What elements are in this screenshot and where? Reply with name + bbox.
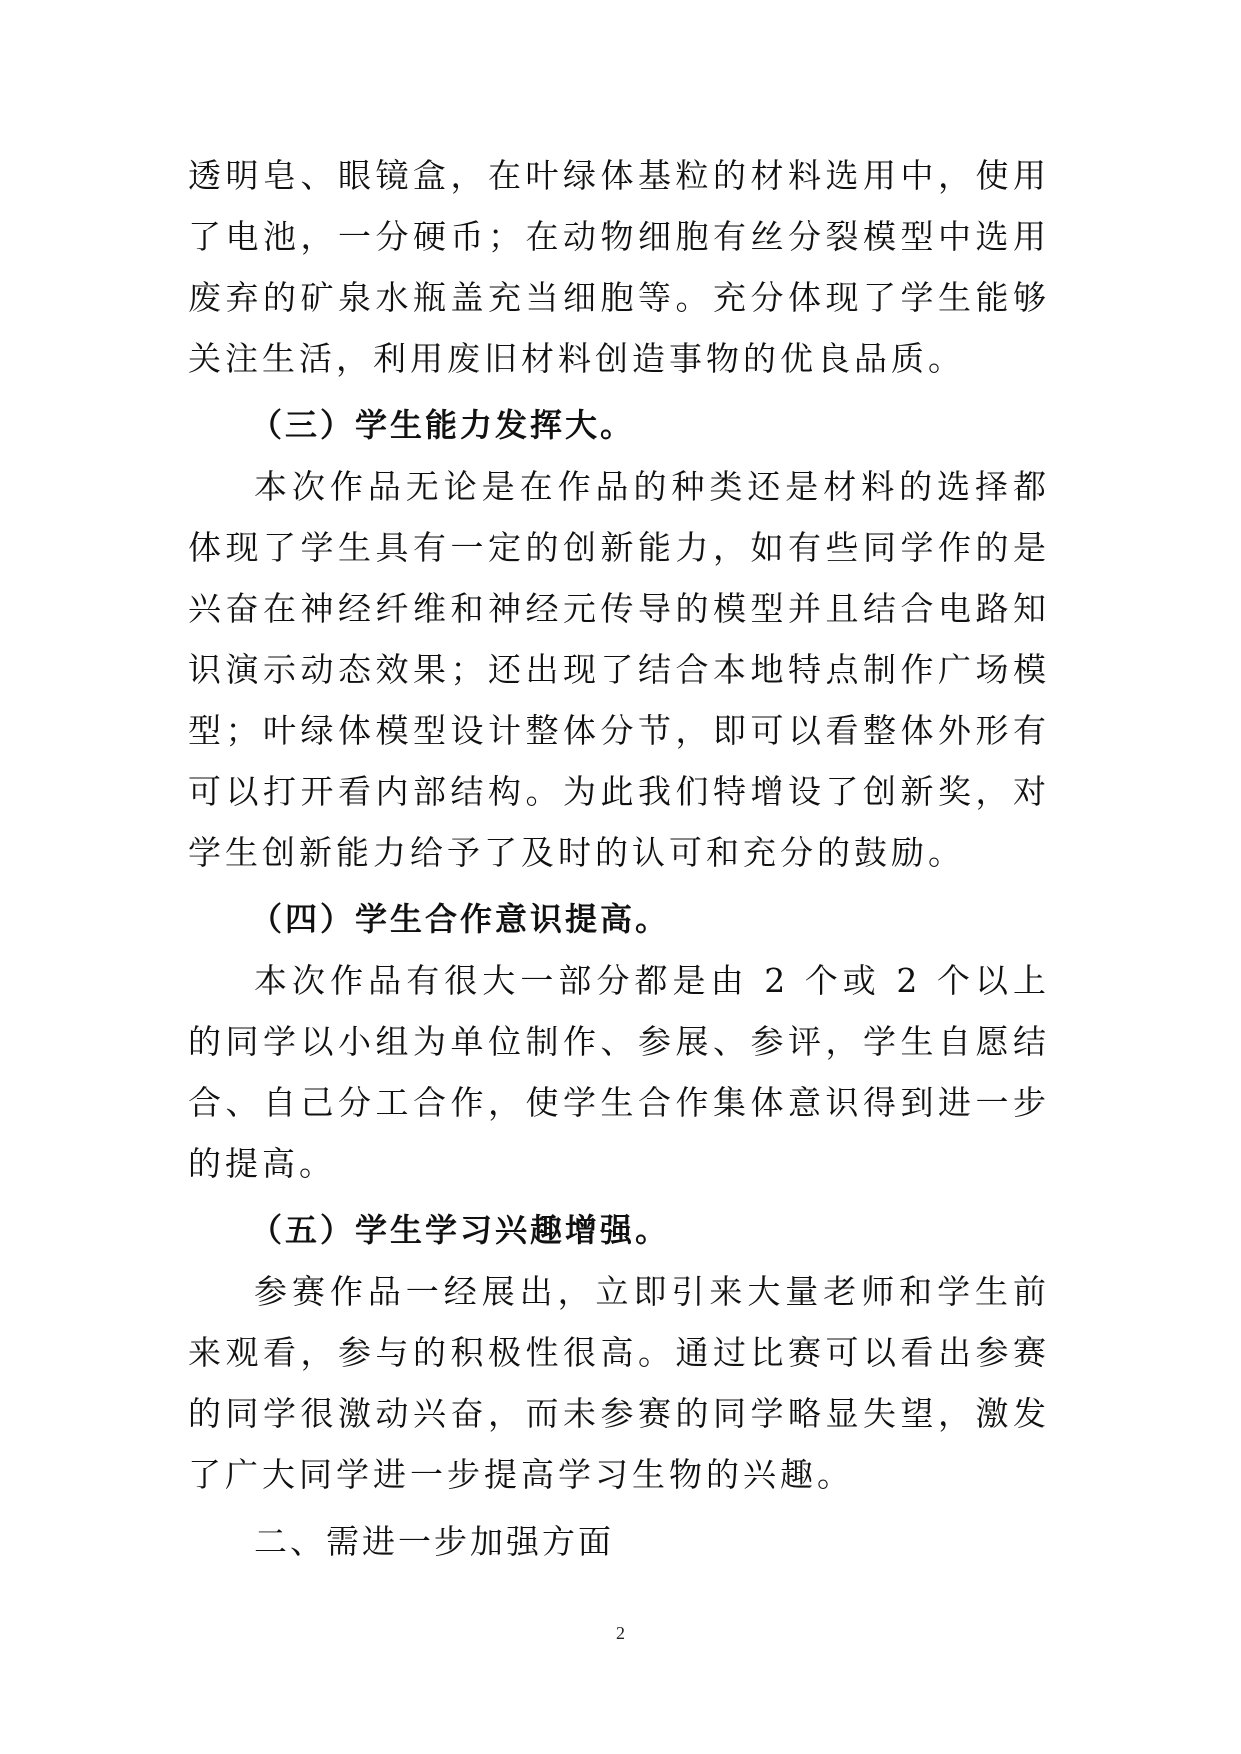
paragraph-innovation: 本次作品无论是在作品的种类还是材料的选择都体现了学生具有一定的创新能力，如有些同学作的是兴奋在神经纤维和神经元传导的模型并且结合电路知识演示动态效果；还出现了结合本地特点制作广场模型；叶绿体模型设计整体分节，即可以看整体外形有可以打开看内部结构。为此我们特增设了创新奖，对学生创新能力给予了及时的认可和充分的鼓励。 [188, 467, 1050, 872]
heading-interest: （五）学生学习兴趣增强。 [250, 1211, 671, 1249]
section-heading-improvements: 二、需进一步加强方面 [254, 1522, 614, 1561]
paragraph-materials: 透明皂、眼镜盒，在叶绿体基粒的材料选用中，使用了电池，一分硬币；在动物细胞有丝分裂模型中选用废弃的矿泉水瓶盖充当细胞等。充分体现了学生能够关注生活，利用废旧材料创造事物的优良品质。 [188, 156, 1050, 378]
heading-cooperation: （四）学生合作意识提高。 [250, 900, 671, 938]
paragraph-teamwork: 本次作品有很大一部分都是由 2 个或 2 个以上的同学以小组为单位制作、参展、参评，学生自愿结合、自己分工合作，使学生合作集体意识得到进一步的提高。 [188, 961, 1050, 1183]
document-body [188, 145, 1050, 1572]
heading-ability: （三）学生能力发挥大。 [250, 406, 636, 444]
page-number: 2 [616, 1623, 625, 1643]
paragraph-enthusiasm: 参赛作品一经展出，立即引来大量老师和学生前来观看，参与的积极性很高。通过比赛可以看出参赛的同学很激动兴奋，而未参赛的同学略显失望，激发了广大同学进一步提高学习生物的兴趣。 [188, 1272, 1050, 1494]
